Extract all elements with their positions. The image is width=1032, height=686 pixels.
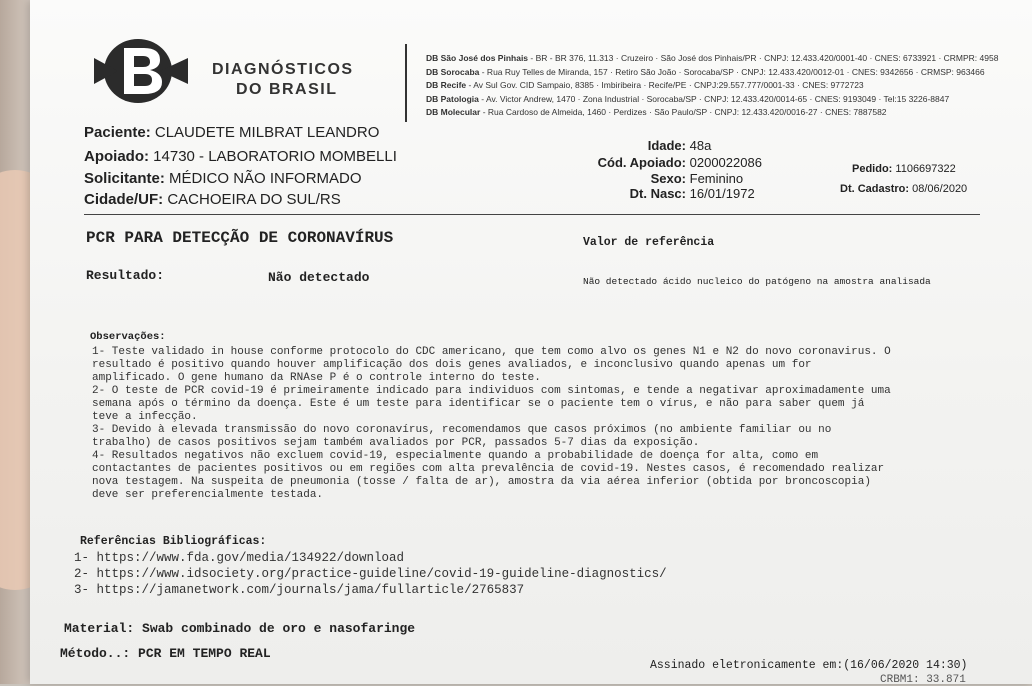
- pedido-value: 1106697322: [895, 163, 956, 175]
- sexo-label: Sexo:: [650, 171, 686, 186]
- pedido-label: Pedido:: [852, 163, 893, 175]
- references-title: Referências Bibliográficas:: [80, 535, 267, 548]
- cadastro-value: 08/06/2020: [912, 183, 968, 195]
- cod-apoiado-row: [586, 155, 762, 171]
- cod-apoiado-value: 0200022086: [689, 155, 762, 170]
- material-row: [64, 621, 415, 636]
- patient-middle: [586, 138, 762, 202]
- sexo-value: Feminino: [689, 171, 744, 186]
- cod-apoiado-label: Cód. Apoiado:: [597, 155, 686, 170]
- observation-line: 3- Devido à elevada transmissão do novo coronavírus, recomendamos que casos próximos (no ambiente familiar ou no: [92, 424, 832, 436]
- idade-label: Idade:: [647, 138, 686, 153]
- cidade-value: CACHOEIRA DO SUL/RS: [167, 191, 341, 208]
- observation-line: semana após o término da doença. Este é um teste para identificar se o paciente tem o vírus, e não para saber quem já: [92, 398, 865, 410]
- pedido-row: [852, 163, 956, 175]
- reference-value: Não detectado ácido nucleico do patógeno na amostra analisada: [583, 276, 931, 287]
- cadastro-row: [840, 183, 967, 195]
- observations-title: Observações:: [90, 331, 166, 343]
- solicitante-value: MÉDICO NÃO INFORMADO: [169, 170, 362, 187]
- observation-line: deve ser preferencialmente testada.: [92, 489, 324, 501]
- observation-line: teve a infecção.: [92, 411, 198, 423]
- sexo-row: [586, 171, 756, 186]
- paciente-value: CLAUDETE MILBRAT LEANDRO: [154, 124, 380, 141]
- brand-logo-icon: [90, 34, 200, 108]
- observation-line: 2- O teste de PCR covid-19 é primeiramente indicado para individuos com sintomas, e tende a negativar aproximadamente uma: [92, 385, 891, 397]
- observation-line: resultado é positivo quando houver amplificação dos dois genes avaliados, e inconclusivo quando apenas um for: [92, 359, 812, 371]
- result-label: Resultado:: [86, 268, 165, 283]
- cidade-row: [84, 191, 341, 208]
- reference-item: 1- https://www.fda.gov/media/134922/download: [74, 551, 405, 565]
- idade-value: 48a: [689, 138, 712, 153]
- apoiado-row: [84, 148, 397, 165]
- cidade-label: Cidade/UF:: [84, 191, 164, 208]
- metodo-value: PCR EM TEMPO REAL: [138, 646, 271, 661]
- metodo-label: Método..:: [60, 646, 131, 661]
- observation-line: contactantes de pacientes positivos ou em regiões com alta prevalência de covid-19. Nestes casos, é recomendado realizar: [92, 463, 885, 475]
- observations-body: [92, 346, 891, 502]
- section-divider: [84, 214, 980, 215]
- nasc-label: Dt. Nasc:: [629, 186, 686, 201]
- reference-header: Valor de referência: [583, 236, 715, 249]
- idade-row: [586, 138, 756, 155]
- solicitante-row: [84, 170, 362, 187]
- nasc-row: [586, 186, 756, 202]
- result-value: Não detectado: [268, 270, 370, 285]
- cadastro-label: Dt. Cadastro:: [840, 183, 910, 195]
- header-divider: [405, 44, 407, 122]
- unit-line: DB Sorocaba - Rua Ruy Telles de Miranda, 157 · Retiro São João · Sorocaba/SP · CNPJ: 12.433.420/0012-01 · CNES: 9342656 · CRMSP: 963466: [426, 66, 985, 77]
- reference-item: 3- https://jamanetwork.com/journals/jama/fullarticle/2765837: [74, 583, 525, 597]
- observation-line: trabalho) de casos positivos sejam também avaliados por PCR, passados 5-7 dias da exposição.: [92, 437, 700, 449]
- brand-line-1: DIAGNÓSTICOS: [212, 61, 354, 78]
- apoiado-value: 14730 - LABORATORIO MOMBELLI: [153, 148, 397, 165]
- reference-item: 2- https://www.idsociety.org/practice-guideline/covid-19-guideline-diagnostics/: [74, 567, 667, 581]
- solicitante-label: Solicitante:: [84, 170, 165, 187]
- nasc-value: 16/01/1972: [689, 186, 755, 201]
- apoiado-label: Apoiado:: [84, 148, 149, 165]
- observation-line: nova testagem. Na suspeita de pneumonia (tosse / falta de ar), amostra da via aérea inferior (obtida por broncoscopia): [92, 476, 871, 488]
- paciente-label: Paciente:: [84, 124, 151, 141]
- units-list: [426, 52, 998, 120]
- exam-title: PCR PARA DETECÇÃO DE CORONAVÍRUS: [86, 229, 394, 247]
- material-label: Material:: [64, 621, 135, 636]
- brand-name: [212, 60, 354, 100]
- observation-line: amplificado. O gene humano da RNAse P é o controle interno do teste.: [92, 372, 541, 384]
- unit-line: DB Patologia - Av. Victor Andrew, 1470 · Zona Industrial · Sorocaba/SP · CNPJ: 12.433.420/0014-65 · CNES: 9193049 · Tel:15 3226-8847: [426, 93, 950, 104]
- material-value: Swab combinado de oro e nasofaringe: [142, 621, 416, 636]
- brand-line-2: DO BRASIL: [236, 81, 338, 98]
- paciente-row: [84, 124, 379, 141]
- unit-line: DB São José dos Pinhais - BR - BR 376, 11.313 · Cruzeiro · São José dos Pinhais/PR · CNPJ: 12.433.420/0001-40 · CNES: 6733921 · CRMPR: 4958: [426, 53, 999, 63]
- unit-line: DB Recife - Av Sul Gov. CID Sampaio, 8385 · Imbiribeira · Recife/PE · CNPJ:29.557.777/0001-33 · CNES: 9772723: [426, 80, 864, 90]
- signature-crm: CRBM1: 33.871: [880, 674, 966, 686]
- metodo-row: [60, 646, 271, 661]
- references-list: [74, 550, 667, 598]
- observation-line: 4- Resultados negativos não excluem covid-19, especialmente quando a probabilidade de doença for alta, como em: [92, 450, 819, 462]
- observation-line: 1- Teste validado in house conforme protocolo do CDC americano, que tem como alvo os genes N1 e N2 do novo coronavirus. O: [92, 346, 891, 358]
- unit-line: DB Molecular - Rua Cardoso de Almeida, 1460 · Perdizes · São Paulo/SP · CNPJ: 12.433.420/0016-27 · CNES: 7887582: [426, 107, 887, 117]
- signature-text: Assinado eletronicamente em:(16/06/2020 14:30): [650, 659, 968, 672]
